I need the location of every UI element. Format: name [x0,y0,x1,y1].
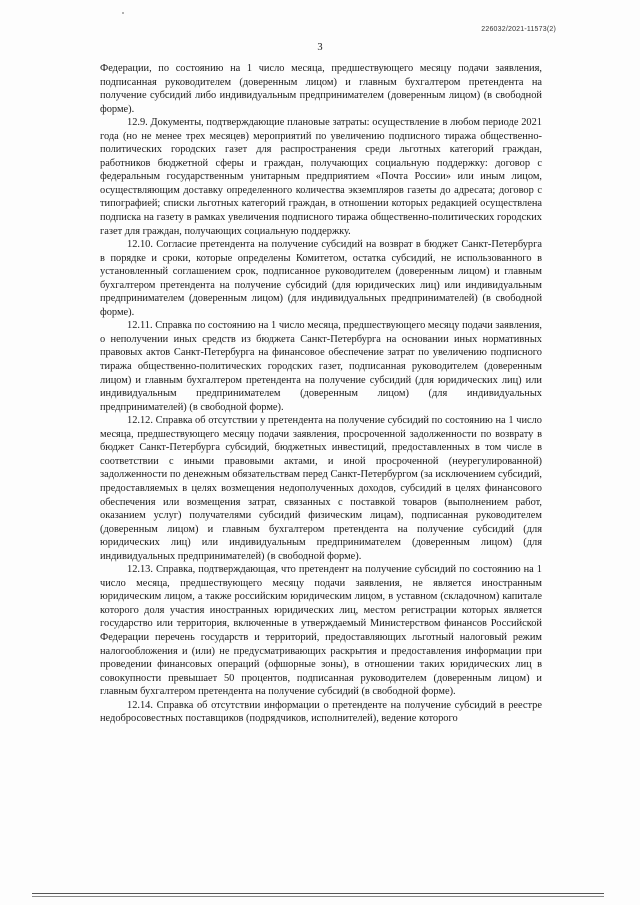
scan-artifact [122,12,124,14]
paragraph-12-14: 12.14. Справка об отсутствии информации о претенденте на получение субсидий в реестре недобросовестных поставщиков (подрядчиков, исполнителей), ведение которого [100,699,542,725]
paragraph-12-12: 12.12. Справка об отсутствии у претендента на получение субсидий по состоянию на 1 число месяца, предшествующего месяцу подачи заявления, просроченной задолженности по возврату в бюджет Санкт-Петербурга субсидий, бюджетных инвестиций, предоставленных в том числе в соответствии с иными правовыми актами, и иной просроченной (неурегулированной) задолженности по денежным обязательствам перед Санкт-Петербургом (за исключением субсидий, предоставляемых в целях возмещения недополученных доходов, субсидий в целях финансового обеспечения или возмещения затрат, связанных с поставкой товаров (выполнением работ, оказанием услуг) получателями субсидий физическим лицам), подписанная руководителем (доверенным лицом) и главным бухгалтером претендента на получение субсидий (для юридических лиц) или индивидуальным предпринимателем (доверенным лицом) (для индивидуальных предпринимателей) (в свободной форме). [100,415,542,562]
paragraph-continuation: Федерации, по состоянию на 1 число месяца, предшествующего месяцу подачи заявления, подписанная руководителем (доверенным лицом) и главным бухгалтером претендента на получение субсидий либо индивидуальным предпринимателем (доверенным лицом) (в свободной форме). [100,63,542,115]
paragraph-12-10: 12.10. Согласие претендента на получение субсидий на возврат в бюджет Санкт-Петербурга в порядке и сроки, которые определены Комитетом, остатка субсидий, не использованного в установленный соглашением срок, подписанное руководителем (доверенным лицом) и главным бухгалтером претендента на получение субсидий (для юридических лиц) или индивидуальным предпринимателем (доверенным лицом) (для индивидуальных предпринимателей) (в свободной форме). [100,239,542,318]
document-body [100,62,542,726]
page-number: 3 [317,42,323,53]
document-id: 226032/2021-11573(2) [481,26,556,33]
paragraph-12-13: 12.13. Справка, подтверждающая, что претендент на получение субсидий по состоянию на 1 число месяца, предшествующего месяцу подачи заявления, не является иностранным юридическим лицом, а также российским юридическим лицом, в уставном (складочном) капитале которого доля участия иностранных юридических лиц, местом регистрации которых является государство или территория, включенные в утверждаемый Министерством финансов Российской Федерации перечень государств и территорий, предоставляющих льготный налоговый режим налогообложения и (или) не предусматривающих раскрытия и предоставления информации при проведении финансовых операций (офшорные зоны), в отношении таких юридических лиц в совокупности превышает 50 процентов, подписанная руководителем (доверенным лицом) и главным бухгалтером претендента на получение субсидий (в свободной форме). [100,564,542,698]
scan-bottom-edge [32,893,604,894]
paragraph-12-9: 12.9. Документы, подтверждающие плановые затраты: осуществление в любом периоде 2021 года (но не менее трех месяцев) мероприятий по увеличению подписного тиража общественно-политических городских газет для распространения среди льготных категорий граждан, работников бюджетной сферы и граждан, получающих социальную поддержку: договор с федеральным государственным унитарным предприятием «Почта России» или иным лицом, осуществляющим доставку определенного количества экземпляров газеты до адресата; договор с типографией; списки льготных категорий граждан, в отношении которых редакцией осуществлена подписка на газету в рамках увеличения подписного тиража общественно-политических городских газет для граждан, получающих социальную поддержку. [100,117,542,237]
scan-bottom-edge-secondary [32,896,604,897]
paragraph-12-11: 12.11. Справка по состоянию на 1 число месяца, предшествующего месяцу подачи заявления, о неполучении иных средств из бюджета Санкт-Петербурга на основании иных нормативных правовых актов Санкт-Петербурга на финансовое обеспечение затрат по увеличению подписного тиража общественно-политических городских газет, подписанная руководителем (доверенным лицом) и главным бухгалтером претендента на получение субсидий (для юридических лиц) или индивидуальным предпринимателем (доверенным лицом) (для индивидуальных предпринимателей) (в свободной форме). [100,320,542,413]
